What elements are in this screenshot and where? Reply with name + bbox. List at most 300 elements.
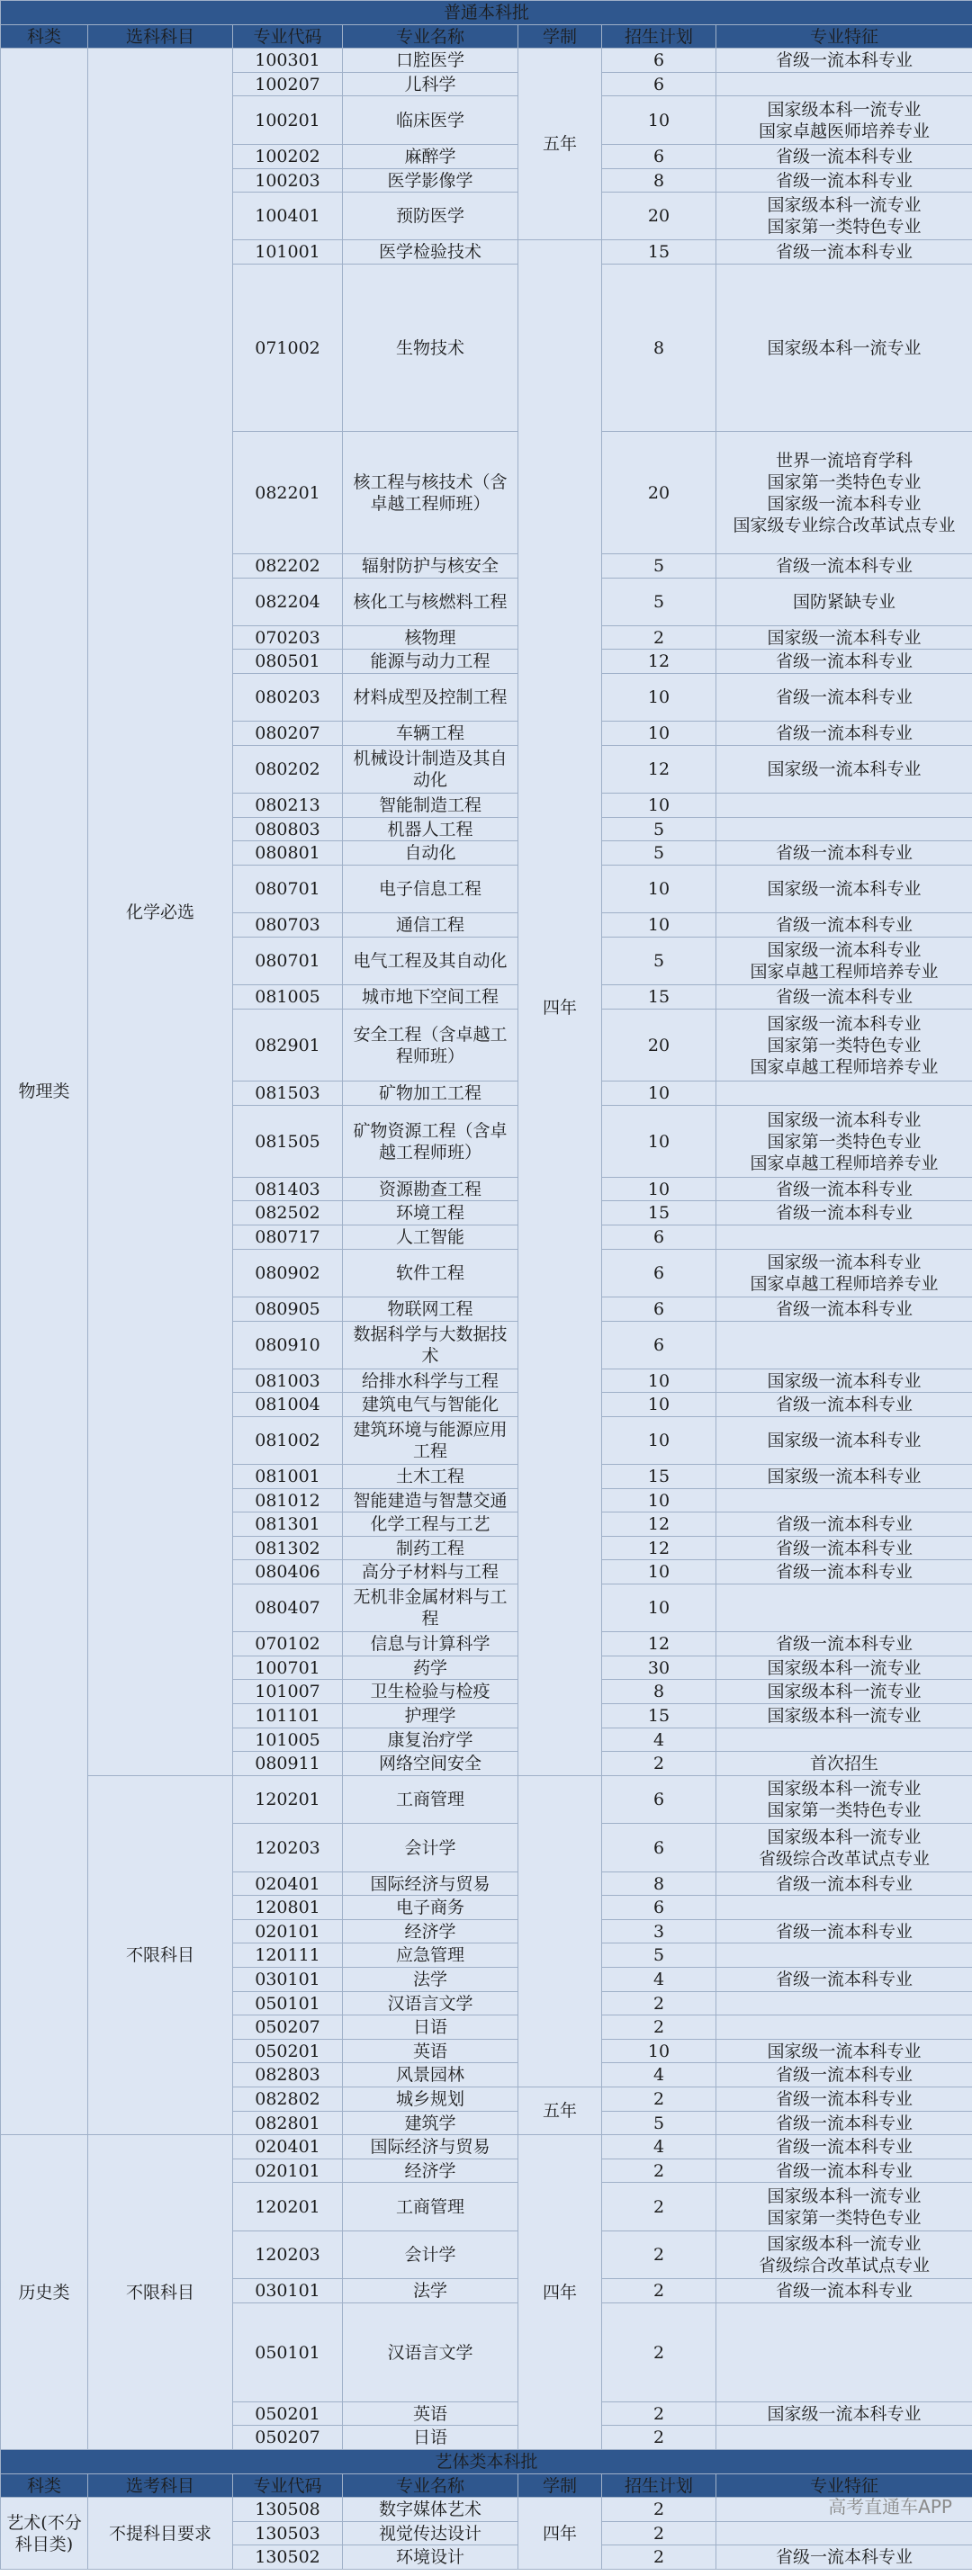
major-feature-cell <box>716 1584 972 1632</box>
major-name-cell: 经济学 <box>343 2159 518 2183</box>
enrollment-plan-cell: 2 <box>602 2498 716 2522</box>
major-code-cell: 080801 <box>233 841 343 866</box>
major-name-cell: 网络空间安全 <box>343 1752 518 1776</box>
major-code-cell: 080407 <box>233 1584 343 1632</box>
table-row <box>1 2135 972 2159</box>
major-code-cell: 100207 <box>233 73 343 96</box>
major-code-cell: 120201 <box>233 2183 343 2231</box>
major-name-cell: 工商管理 <box>343 1776 518 1824</box>
major-code-cell: 100201 <box>233 96 343 145</box>
enrollment-plan-cell: 2 <box>602 2087 716 2112</box>
major-name-cell: 康复治疗学 <box>343 1728 518 1752</box>
major-code-cell: 081012 <box>233 1489 343 1512</box>
major-name-cell: 护理学 <box>343 1704 518 1728</box>
study-years-cell: 四年 <box>518 2135 602 2450</box>
major-code-cell: 080701 <box>233 938 343 985</box>
major-name-cell: 汉语言文学 <box>343 2303 518 2402</box>
major-code-cell: 080701 <box>233 866 343 913</box>
major-code-cell: 030101 <box>233 1968 343 1992</box>
major-feature-cell: 省级一流本科专业 <box>716 2545 972 2570</box>
major-feature-cell: 省级一流本科专业 <box>716 722 972 746</box>
enrollment-plan-cell: 2 <box>602 626 716 650</box>
enrollment-plan-cell: 12 <box>602 1537 716 1560</box>
major-feature-cell: 省级一流本科专业 <box>716 841 972 866</box>
enrollment-plan-cell: 5 <box>602 554 716 579</box>
major-code-cell: 080911 <box>233 1752 343 1776</box>
major-code-cell: 081005 <box>233 985 343 1010</box>
major-name-cell: 应急管理 <box>343 1943 518 1968</box>
enrollment-plan-cell: 3 <box>602 1920 716 1943</box>
enrollment-plan-cell: 10 <box>602 1417 716 1465</box>
enrollment-plan-cell: 15 <box>602 1465 716 1489</box>
major-code-cell: 082201 <box>233 432 343 554</box>
major-name-cell: 智能制造工程 <box>343 794 518 818</box>
major-name-cell: 建筑环境与能源应用工程 <box>343 1417 518 1465</box>
major-name-cell: 通信工程 <box>343 913 518 938</box>
major-feature-cell: 国防紧缺专业 <box>716 579 972 626</box>
major-feature-cell: 国家级一流本科专业 <box>716 1369 972 1393</box>
enrollment-plan-cell: 20 <box>602 1010 716 1082</box>
major-feature-cell <box>716 1728 972 1752</box>
major-code-cell: 120203 <box>233 2231 343 2279</box>
major-name-cell: 物联网工程 <box>343 1297 518 1322</box>
major-feature-cell: 国家级一流本科专业 <box>716 1417 972 1465</box>
major-name-cell: 材料成型及控制工程 <box>343 674 518 722</box>
art-header-cell: 科类 <box>1 2474 88 2498</box>
enrollment-plan-cell: 10 <box>602 722 716 746</box>
enrollment-plan-cell: 6 <box>602 73 716 96</box>
major-name-cell: 工商管理 <box>343 2183 518 2231</box>
major-feature-cell: 国家级本科一流专业 省级综合改革试点专业 <box>716 1824 972 1872</box>
major-name-cell: 核工程与核技术（含卓越工程师班） <box>343 432 518 554</box>
major-name-cell: 会计学 <box>343 1824 518 1872</box>
major-code-cell: 081002 <box>233 1417 343 1465</box>
major-code-cell: 080213 <box>233 794 343 818</box>
major-code-cell: 130502 <box>233 2545 343 2570</box>
enrollment-plan-cell: 6 <box>602 1896 716 1920</box>
major-code-cell: 100401 <box>233 193 343 240</box>
enrollment-plan-cell: 2 <box>602 1992 716 2015</box>
major-feature-cell: 国家级一流本科专业 <box>716 746 972 794</box>
major-code-cell: 130508 <box>233 2498 343 2522</box>
enrollment-plan-cell: 12 <box>602 1632 716 1656</box>
major-feature-cell: 国家级一流本科专业 国家卓越工程师培养专业 <box>716 1250 972 1297</box>
major-code-cell: 080902 <box>233 1250 343 1297</box>
major-feature-cell: 省级一流本科专业 <box>716 1872 972 1896</box>
enrollment-plan-cell: 10 <box>602 1393 716 1417</box>
major-feature-cell <box>716 2522 972 2545</box>
major-feature-cell <box>716 1489 972 1512</box>
category-cell: 艺术(不分科目类) <box>1 2498 88 2570</box>
major-name-cell: 日语 <box>343 2015 518 2040</box>
major-feature-cell <box>716 73 972 96</box>
enrollment-plan-cell: 4 <box>602 1728 716 1752</box>
major-feature-cell: 世界一流培育学科 国家第一类特色专业 国家级一流本科专业 国家级专业综合改革试点专业 <box>716 432 972 554</box>
enrollment-plan-cell: 8 <box>602 1680 716 1704</box>
major-name-cell: 高分子材料与工程 <box>343 1560 518 1584</box>
major-feature-cell: 国家级本科一流专业 国家第一类特色专业 <box>716 2183 972 2231</box>
enrollment-plan-cell: 10 <box>602 96 716 145</box>
enrollment-plan-cell: 10 <box>602 913 716 938</box>
enrollment-plan-cell: 2 <box>602 2303 716 2402</box>
major-feature-cell: 省级一流本科专业 <box>716 49 972 73</box>
major-feature-cell: 省级一流本科专业 <box>716 1178 972 1201</box>
header-name: 专业名称 <box>343 25 518 49</box>
major-name-cell: 数据科学与大数据技术 <box>343 1322 518 1369</box>
major-code-cell: 080202 <box>233 746 343 794</box>
enrollment-plan-cell: 10 <box>602 1489 716 1512</box>
enrollment-plan-cell: 15 <box>602 1201 716 1225</box>
study-years-cell: 五年 <box>518 49 602 240</box>
major-code-cell: 020101 <box>233 1920 343 1943</box>
enrollment-plan-cell: 12 <box>602 746 716 794</box>
category-cell: 物理类 <box>1 49 88 2135</box>
art-header-cell: 招生计划 <box>602 2474 716 2498</box>
enrollment-plan-cell: 2 <box>602 2402 716 2426</box>
major-name-cell: 能源与动力工程 <box>343 650 518 674</box>
major-code-cell: 120201 <box>233 1776 343 1824</box>
major-name-cell: 法学 <box>343 1968 518 1992</box>
major-name-cell: 儿科学 <box>343 73 518 96</box>
major-code-cell: 050207 <box>233 2015 343 2040</box>
header-code: 专业代码 <box>233 25 343 49</box>
major-name-cell: 给排水科学与工程 <box>343 1369 518 1393</box>
major-name-cell: 车辆工程 <box>343 722 518 746</box>
major-name-cell: 资源勘查工程 <box>343 1178 518 1201</box>
enrollment-plan-cell: 6 <box>602 1225 716 1250</box>
major-feature-cell: 国家级本科一流专业 国家第一类特色专业 <box>716 193 972 240</box>
art-header-cell: 选考科目 <box>88 2474 233 2498</box>
header-row <box>1 25 972 49</box>
header-plan: 招生计划 <box>602 25 716 49</box>
major-feature-cell <box>716 794 972 818</box>
major-feature-cell: 首次招生 <box>716 1752 972 1776</box>
major-feature-cell: 国家级一流本科专业 <box>716 1465 972 1489</box>
major-name-cell: 自动化 <box>343 841 518 866</box>
enrollment-plan-cell: 12 <box>602 1512 716 1537</box>
art-header-cell: 专业名称 <box>343 2474 518 2498</box>
major-feature-cell: 省级一流本科专业 <box>716 1632 972 1656</box>
major-code-cell: 080207 <box>233 722 343 746</box>
enrollment-plan-cell: 5 <box>602 938 716 985</box>
major-name-cell: 数字媒体艺术 <box>343 2498 518 2522</box>
major-feature-cell <box>716 2303 972 2402</box>
major-feature-cell: 省级一流本科专业 <box>716 2087 972 2112</box>
major-code-cell: 082801 <box>233 2112 343 2135</box>
enrollment-plan-cell: 20 <box>602 432 716 554</box>
major-name-cell: 无机非金属材料与工程 <box>343 1584 518 1632</box>
major-name-cell: 预防医学 <box>343 193 518 240</box>
enrollment-plan-cell: 2 <box>602 2426 716 2450</box>
major-code-cell: 080803 <box>233 818 343 841</box>
major-code-cell: 082202 <box>233 554 343 579</box>
major-code-cell: 080717 <box>233 1225 343 1250</box>
major-code-cell: 030101 <box>233 2279 343 2303</box>
major-feature-cell <box>716 1322 972 1369</box>
watermark-text: 高考直通车APP <box>828 2496 952 2518</box>
major-name-cell: 口腔医学 <box>343 49 518 73</box>
major-feature-cell: 省级一流本科专业 <box>716 2063 972 2087</box>
major-code-cell: 100203 <box>233 169 343 193</box>
major-code-cell: 082502 <box>233 1201 343 1225</box>
major-name-cell: 核化工与核燃料工程 <box>343 579 518 626</box>
major-code-cell: 081001 <box>233 1465 343 1489</box>
major-name-cell: 卫生检验与检疫 <box>343 1680 518 1704</box>
major-name-cell: 城乡规划 <box>343 2087 518 2112</box>
major-feature-cell: 国家级本科一流专业 <box>716 1680 972 1704</box>
major-code-cell: 080501 <box>233 650 343 674</box>
header-category: 科类 <box>1 25 88 49</box>
major-code-cell: 082204 <box>233 579 343 626</box>
major-code-cell: 080203 <box>233 674 343 722</box>
major-code-cell: 120111 <box>233 1943 343 1968</box>
enrollment-plan-cell: 12 <box>602 650 716 674</box>
study-years-cell <box>518 1776 602 2087</box>
major-feature-cell: 省级一流本科专业 <box>716 145 972 169</box>
major-code-cell: 082803 <box>233 2063 343 2087</box>
major-feature-cell: 省级一流本科专业 <box>716 985 972 1010</box>
major-code-cell: 020401 <box>233 2135 343 2159</box>
major-name-cell: 药学 <box>343 1656 518 1680</box>
enrollment-plan-cell: 20 <box>602 193 716 240</box>
major-feature-cell: 国家级一流本科专业 <box>716 2402 972 2426</box>
enrollment-plan-cell: 6 <box>602 145 716 169</box>
major-feature-cell: 省级一流本科专业 <box>716 1920 972 1943</box>
major-code-cell: 050201 <box>233 2402 343 2426</box>
enrollment-plan-cell: 5 <box>602 841 716 866</box>
major-feature-cell: 省级一流本科专业 <box>716 2135 972 2159</box>
major-code-cell: 101001 <box>233 240 343 265</box>
major-feature-cell <box>716 1992 972 2015</box>
enrollment-plan-cell: 2 <box>602 2183 716 2231</box>
enrollment-plan-cell: 30 <box>602 1656 716 1680</box>
enrollment-plan-cell: 10 <box>602 1584 716 1632</box>
art-header-cell: 专业代码 <box>233 2474 343 2498</box>
enrollment-plan-cell: 2 <box>602 2545 716 2570</box>
enrollment-plan-cell: 10 <box>602 794 716 818</box>
major-feature-cell <box>716 2426 972 2450</box>
major-feature-cell: 省级一流本科专业 <box>716 650 972 674</box>
major-code-cell: 101007 <box>233 1680 343 1704</box>
major-feature-cell: 省级一流本科专业 <box>716 674 972 722</box>
major-name-cell: 建筑电气与智能化 <box>343 1393 518 1417</box>
table-row <box>1 2498 972 2522</box>
major-name-cell: 视觉传达设计 <box>343 2522 518 2545</box>
major-code-cell: 120801 <box>233 1896 343 1920</box>
major-name-cell: 建筑学 <box>343 2112 518 2135</box>
major-feature-cell: 国家级本科一流专业 省级综合改革试点专业 <box>716 2231 972 2279</box>
table-row <box>1 49 972 73</box>
enrollment-plan-cell: 6 <box>602 1297 716 1322</box>
enrollment-plan-cell: 8 <box>602 169 716 193</box>
major-feature-cell: 省级一流本科专业 <box>716 1512 972 1537</box>
major-feature-cell: 省级一流本科专业 <box>716 1393 972 1417</box>
table-row <box>1 1776 972 1824</box>
header-years: 学制 <box>518 25 602 49</box>
major-feature-cell: 省级一流本科专业 <box>716 554 972 579</box>
major-code-cell: 100301 <box>233 49 343 73</box>
enrollment-plan-cell: 10 <box>602 1560 716 1584</box>
enrollment-plan-cell: 5 <box>602 579 716 626</box>
major-name-cell: 核物理 <box>343 626 518 650</box>
enrollment-plan-cell: 2 <box>602 2231 716 2279</box>
enrollment-plan-cell: 5 <box>602 818 716 841</box>
enrollment-plan-cell: 15 <box>602 240 716 265</box>
major-feature-cell: 国家级本科一流专业 国家卓越医师培养专业 <box>716 96 972 145</box>
subject-requirement-cell: 不提科目要求 <box>88 2498 233 2570</box>
major-feature-cell: 省级一流本科专业 <box>716 1537 972 1560</box>
major-feature-cell <box>716 1225 972 1250</box>
major-code-cell: 120203 <box>233 1824 343 1872</box>
major-code-cell: 080406 <box>233 1560 343 1584</box>
major-feature-cell: 国家级一流本科专业 <box>716 866 972 913</box>
enrollment-plan-cell: 2 <box>602 2015 716 2040</box>
major-name-cell: 临床医学 <box>343 96 518 145</box>
major-name-cell: 城市地下空间工程 <box>343 985 518 1010</box>
major-name-cell: 制药工程 <box>343 1537 518 1560</box>
art-header-row <box>1 2474 972 2498</box>
major-code-cell: 020101 <box>233 2159 343 2183</box>
major-code-cell: 050101 <box>233 2303 343 2402</box>
enrollment-plan-cell: 6 <box>602 1250 716 1297</box>
enrollment-plan-cell: 2 <box>602 1752 716 1776</box>
major-feature-cell: 国家级一流本科专业 <box>716 2040 972 2063</box>
major-name-cell: 环境设计 <box>343 2545 518 2570</box>
major-feature-cell: 省级一流本科专业 <box>716 2112 972 2135</box>
art-header-cell: 专业特征 <box>716 2474 972 2498</box>
major-code-cell: 050207 <box>233 2426 343 2450</box>
enrollment-plan-cell: 10 <box>602 1369 716 1393</box>
enrollment-plan-cell: 15 <box>602 1704 716 1728</box>
major-feature-cell: 省级一流本科专业 <box>716 1201 972 1225</box>
major-feature-cell: 国家级本科一流专业 <box>716 1656 972 1680</box>
major-code-cell: 081004 <box>233 1393 343 1417</box>
enrollment-plan-cell: 10 <box>602 2040 716 2063</box>
major-code-cell: 081503 <box>233 1082 343 1106</box>
major-name-cell: 医学影像学 <box>343 169 518 193</box>
major-name-cell: 软件工程 <box>343 1250 518 1297</box>
major-code-cell: 050101 <box>233 1992 343 2015</box>
major-feature-cell: 国家级一流本科专业 国家第一类特色专业 国家卓越工程师培养专业 <box>716 1106 972 1178</box>
major-feature-cell <box>716 818 972 841</box>
subject-requirement-cell: 化学必选 <box>88 49 233 1776</box>
major-name-cell: 法学 <box>343 2279 518 2303</box>
major-feature-cell: 省级一流本科专业 <box>716 240 972 265</box>
major-feature-cell: 国家级一流本科专业 国家卓越工程师培养专业 <box>716 938 972 985</box>
major-feature-cell: 国家级本科一流专业 <box>716 265 972 432</box>
major-code-cell: 070102 <box>233 1632 343 1656</box>
enrollment-plan-cell: 6 <box>602 49 716 73</box>
major-name-cell: 矿物资源工程（含卓越工程师班） <box>343 1106 518 1178</box>
major-name-cell: 生物技术 <box>343 265 518 432</box>
major-code-cell: 130503 <box>233 2522 343 2545</box>
major-name-cell: 电子商务 <box>343 1896 518 1920</box>
major-feature-cell <box>716 1082 972 1106</box>
major-feature-cell: 国家级一流本科专业 <box>716 626 972 650</box>
major-feature-cell <box>716 1943 972 1968</box>
category-cell: 历史类 <box>1 2135 88 2450</box>
enrollment-plan-cell: 15 <box>602 985 716 1010</box>
major-code-cell: 081302 <box>233 1537 343 1560</box>
major-code-cell: 071002 <box>233 265 343 432</box>
major-name-cell: 机器人工程 <box>343 818 518 841</box>
enrollment-plan-cell: 6 <box>602 1824 716 1872</box>
page-title: 普通本科批 <box>1 1 972 25</box>
subject-requirement-cell: 不限科目 <box>88 1776 233 2135</box>
major-name-cell: 矿物加工工程 <box>343 1082 518 1106</box>
major-name-cell: 辐射防护与核安全 <box>343 554 518 579</box>
major-name-cell: 日语 <box>343 2426 518 2450</box>
major-feature-cell: 省级一流本科专业 <box>716 2159 972 2183</box>
major-feature-cell: 省级一流本科专业 <box>716 1297 972 1322</box>
major-code-cell: 081003 <box>233 1369 343 1393</box>
major-name-cell: 化学工程与工艺 <box>343 1512 518 1537</box>
enrollment-plan-cell: 5 <box>602 1943 716 1968</box>
major-code-cell: 101005 <box>233 1728 343 1752</box>
major-code-cell: 081301 <box>233 1512 343 1537</box>
major-code-cell: 081403 <box>233 1178 343 1201</box>
major-code-cell: 081505 <box>233 1106 343 1178</box>
title-band <box>1 1 972 25</box>
major-name-cell: 英语 <box>343 2040 518 2063</box>
enrollment-plan-cell: 4 <box>602 2135 716 2159</box>
enrollment-plan-cell: 2 <box>602 2159 716 2183</box>
enrollment-plan-cell: 4 <box>602 1968 716 1992</box>
enrollment-plan-cell: 10 <box>602 1178 716 1201</box>
major-name-cell: 信息与计算科学 <box>343 1632 518 1656</box>
enrollment-plan-cell: 10 <box>602 1082 716 1106</box>
enrollment-plan-cell: 6 <box>602 1322 716 1369</box>
study-years-cell: 四年 <box>518 2498 602 2570</box>
major-name-cell: 电气工程及其自动化 <box>343 938 518 985</box>
major-name-cell: 国际经济与贸易 <box>343 2135 518 2159</box>
major-feature-cell: 省级一流本科专业 <box>716 1968 972 1992</box>
major-code-cell: 082802 <box>233 2087 343 2112</box>
major-code-cell: 080703 <box>233 913 343 938</box>
major-code-cell: 101101 <box>233 1704 343 1728</box>
enrollment-plan-cell: 10 <box>602 674 716 722</box>
major-code-cell: 020401 <box>233 1872 343 1896</box>
major-code-cell: 080905 <box>233 1297 343 1322</box>
major-name-cell: 土木工程 <box>343 1465 518 1489</box>
enrollment-plan-cell: 5 <box>602 2112 716 2135</box>
header-feature: 专业特征 <box>716 25 972 49</box>
enrollment-plan-cell: 8 <box>602 1872 716 1896</box>
enrollment-plan-cell: 4 <box>602 2063 716 2087</box>
major-feature-cell: 省级一流本科专业 <box>716 169 972 193</box>
major-name-cell: 机械设计制造及其自动化 <box>343 746 518 794</box>
enrollment-plan-cell: 10 <box>602 866 716 913</box>
major-name-cell: 电子信息工程 <box>343 866 518 913</box>
major-name-cell: 环境工程 <box>343 1201 518 1225</box>
major-code-cell: 070203 <box>233 626 343 650</box>
major-name-cell: 医学检验技术 <box>343 240 518 265</box>
major-feature-cell: 国家级一流本科专业 国家第一类特色专业 国家卓越工程师培养专业 <box>716 1010 972 1082</box>
major-name-cell: 风景园林 <box>343 2063 518 2087</box>
art-section-title: 艺体类本科批 <box>1 2450 972 2474</box>
major-code-cell: 082901 <box>233 1010 343 1082</box>
enrollment-plan-cell: 8 <box>602 265 716 432</box>
major-feature-cell <box>716 2015 972 2040</box>
major-feature-cell: 省级一流本科专业 <box>716 2279 972 2303</box>
major-feature-cell: 省级一流本科专业 <box>716 1560 972 1584</box>
major-feature-cell: 省级一流本科专业 <box>716 913 972 938</box>
major-name-cell: 经济学 <box>343 1920 518 1943</box>
enrollment-plan-cell: 2 <box>602 2522 716 2545</box>
major-code-cell: 100202 <box>233 145 343 169</box>
major-feature-cell: 国家级本科一流专业 <box>716 1704 972 1728</box>
major-name-cell: 国际经济与贸易 <box>343 1872 518 1896</box>
